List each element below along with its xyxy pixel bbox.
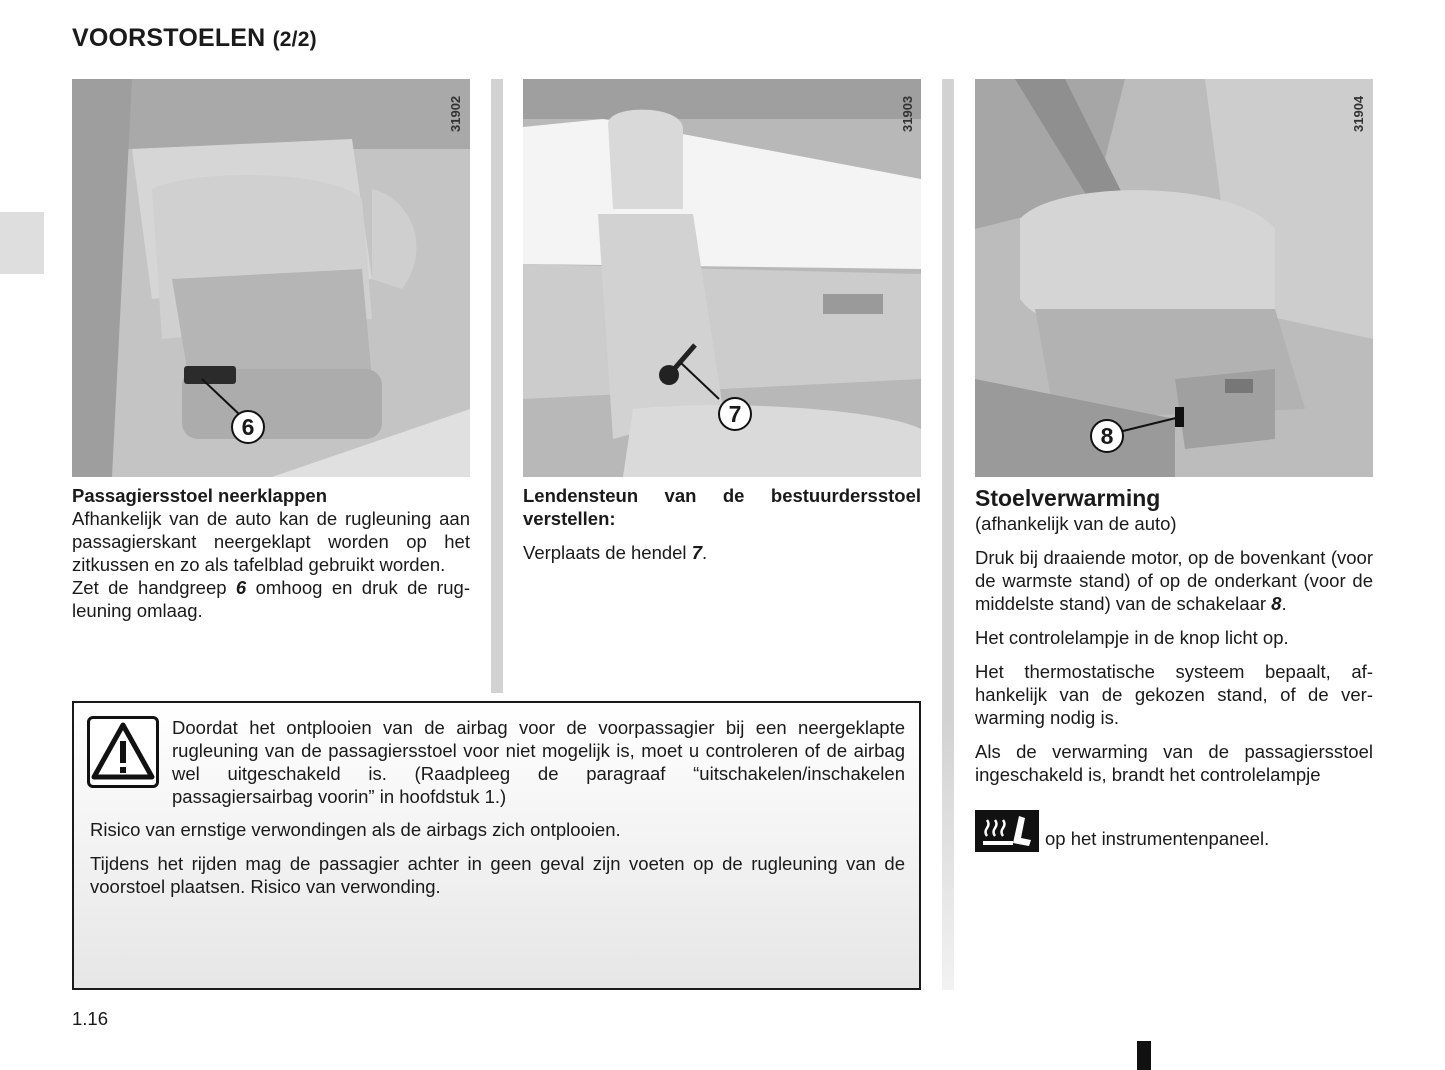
title-sub: (2/2) xyxy=(272,28,317,51)
figure-id-31903: 31903 xyxy=(900,95,915,132)
warning-para1: Doordat het ontplooien van de airbag voor de voorpassagier bij een neergeklapte rugleuning van de passagiersstoel voor niet mogelijk is, moet u controleren of de airbag wel uitgeschakeld is. (Raadpleeg de paragraaf “uitschakelen/inschakelen passagiersairbag voorin” in hoofdstuk 1.) xyxy=(172,717,905,807)
col1-para2-after: omhoog en druk de rugleuning omlaag. xyxy=(72,577,471,621)
column-divider-2 xyxy=(942,79,954,990)
warning-triangle-icon xyxy=(87,716,159,788)
col1-ref-6: 6 xyxy=(235,577,247,598)
col2-para-after: . xyxy=(701,542,708,563)
callout-8: 8 xyxy=(1090,419,1124,453)
col1-para1: Afhankelijk van de auto kan de rugleuning aan passagierskant neergeklapt worden op het zitkussen en zo als tafelblad gebruikt worden. xyxy=(72,508,470,575)
figure-id-31904: 31904 xyxy=(1351,95,1366,132)
col3-ref-8: 8 xyxy=(1271,593,1282,614)
col3-heading: Stoelverwarming xyxy=(975,485,1161,511)
col3-para3: Het thermostatische systeem bepaalt, afhankelijk van de gekozen stand, of de verwarming nodig is. xyxy=(975,661,1373,728)
callout-7: 7 xyxy=(718,397,752,431)
seat-heating-icon xyxy=(975,810,1039,852)
col3-para4-end: op het instrumentenpaneel. xyxy=(1045,828,1270,849)
col1-para2-before: Zet de handgreep xyxy=(72,577,236,598)
col2-text xyxy=(523,484,921,564)
warning-para3: Tijdens het rijden mag de passagier achter in geen geval zijn voeten op de rugleuning van de voorstoel plaatsen. Risico van verwonding. xyxy=(90,853,905,897)
col3-para4: Als de verwarming van de passagiersstoel ingeschakeld is, brandt het controlelampje xyxy=(975,741,1373,785)
warning-para2: Risico van ernstige verwondingen als de airbags zich ontplooien. xyxy=(90,819,621,840)
col1-heading: Passagiersstoel neerklappen xyxy=(72,485,328,506)
chapter-tab xyxy=(0,212,44,274)
col3-subheading: (afhankelijk van de auto) xyxy=(975,513,1177,534)
figure-id-31902: 31902 xyxy=(448,95,463,132)
figure-seat-heating-switch xyxy=(975,79,1373,477)
column-divider-1 xyxy=(491,79,503,693)
warning-box xyxy=(72,701,921,990)
col2-para xyxy=(523,541,921,564)
page-number: 1.16 xyxy=(72,1008,109,1029)
page-marker xyxy=(1137,1041,1151,1070)
col1-text xyxy=(72,484,470,622)
callout-6: 6 xyxy=(231,410,265,444)
page-title xyxy=(72,24,317,53)
col3-para1-before: Druk bij draaiende motor, op de bovenkant (voor de warmste stand) of op de onderkant (voor de middelste stand) van de schakelaar xyxy=(975,547,1373,614)
col3-text xyxy=(975,484,1373,786)
title-main: VOORSTOELEN xyxy=(72,24,266,52)
col3-para2: Het controlelampje in de knop licht op. xyxy=(975,627,1289,648)
col3-para1-after: . xyxy=(1281,593,1287,614)
col3-para1 xyxy=(975,546,1373,615)
col2-ref-7: 7 xyxy=(691,542,702,563)
col2-para-before: Verplaats de hendel xyxy=(523,542,692,563)
col2-heading: Lendensteun van de bestuurdersstoel verstellen: xyxy=(523,485,921,529)
figure-passenger-seat-fold xyxy=(72,79,470,477)
col1-para2 xyxy=(72,576,470,622)
